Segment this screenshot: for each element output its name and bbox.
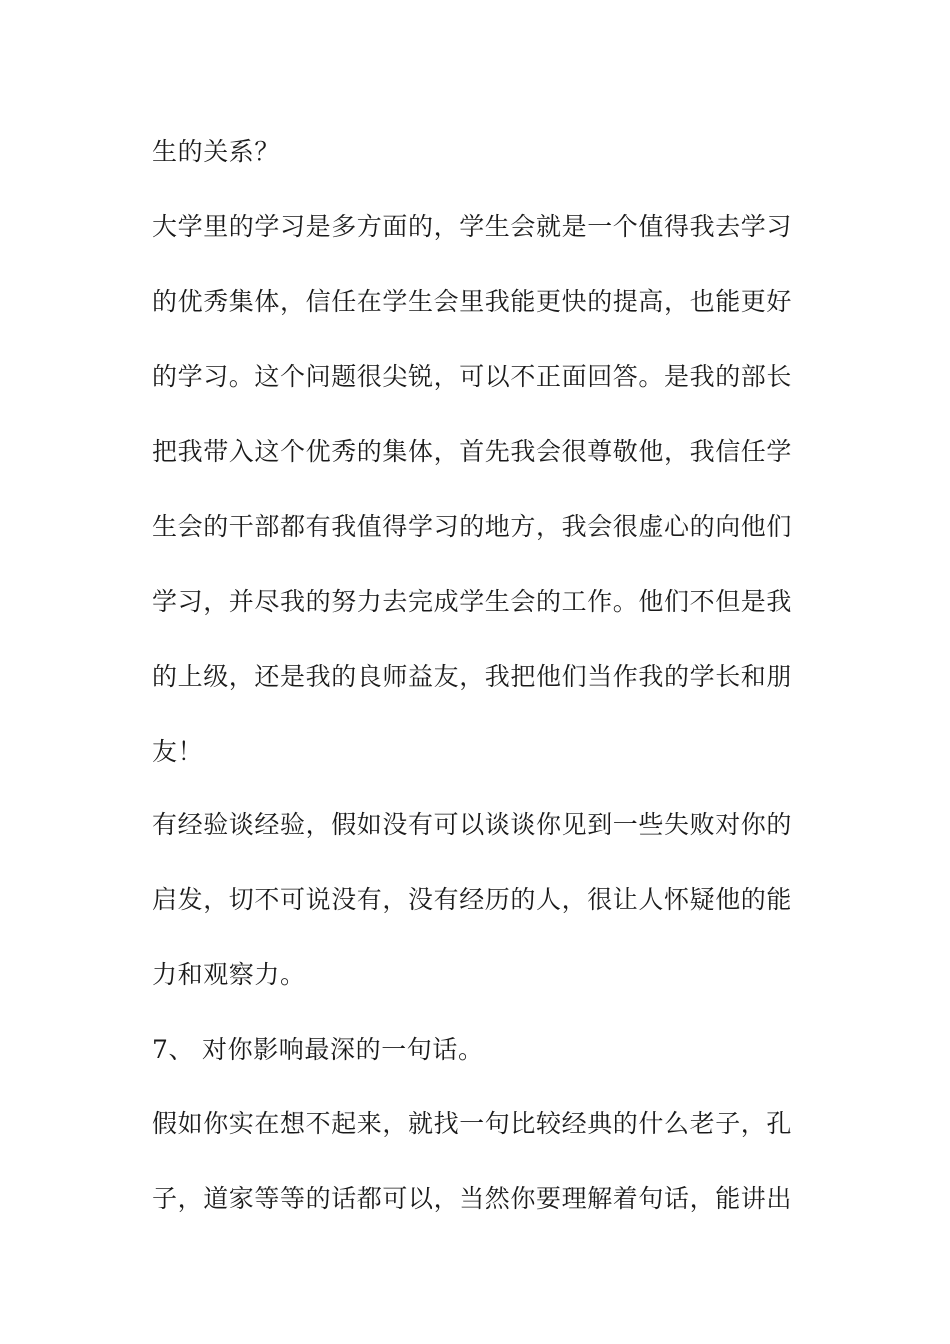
paragraph-line: 力和观察力。 <box>152 960 306 989</box>
paragraph-line: 的上级，还是我的良师益友，我把他们当作我的学长和朋 <box>152 662 793 691</box>
item-number: 7、 <box>152 1035 195 1064</box>
paragraph-line: 的学习。这个问题很尖锐，可以不正面回答。是我的部长 <box>152 362 793 391</box>
paragraph-line: 的优秀集体，信任在学生会里我能更快的提高，也能更好 <box>152 287 793 316</box>
paragraph-line: 启发，切不可说没有，没有经历的人，很让人怀疑他的能 <box>152 885 793 914</box>
paragraph-line: 有经验谈经验，假如没有可以谈谈你见到一些失败对你的 <box>152 810 793 839</box>
paragraph-line: 生会的干部都有我值得学习的地方，我会很虚心的向他们 <box>152 512 793 541</box>
paragraph-line: 生的关系？ <box>152 137 281 166</box>
paragraph-line: 学习，并尽我的努力去完成学生会的工作。他们不但是我 <box>152 587 793 616</box>
paragraph-line: 假如你实在想不起来，就找一句比较经典的什么老子，孔 <box>152 1109 793 1138</box>
paragraph-line: 子，道家等等的话都可以，当然你要理解着句话，能讲出 <box>152 1184 793 1213</box>
item-text: 对你影响最深的一句话。 <box>202 1035 484 1064</box>
paragraph-line: 友！ <box>152 737 204 766</box>
paragraph-line: 大学里的学习是多方面的，学生会就是一个值得我去学习 <box>152 212 793 241</box>
numbered-heading <box>152 1030 812 1070</box>
paragraph-line: 把我带入这个优秀的集体，首先我会很尊敬他，我信任学 <box>152 437 793 466</box>
